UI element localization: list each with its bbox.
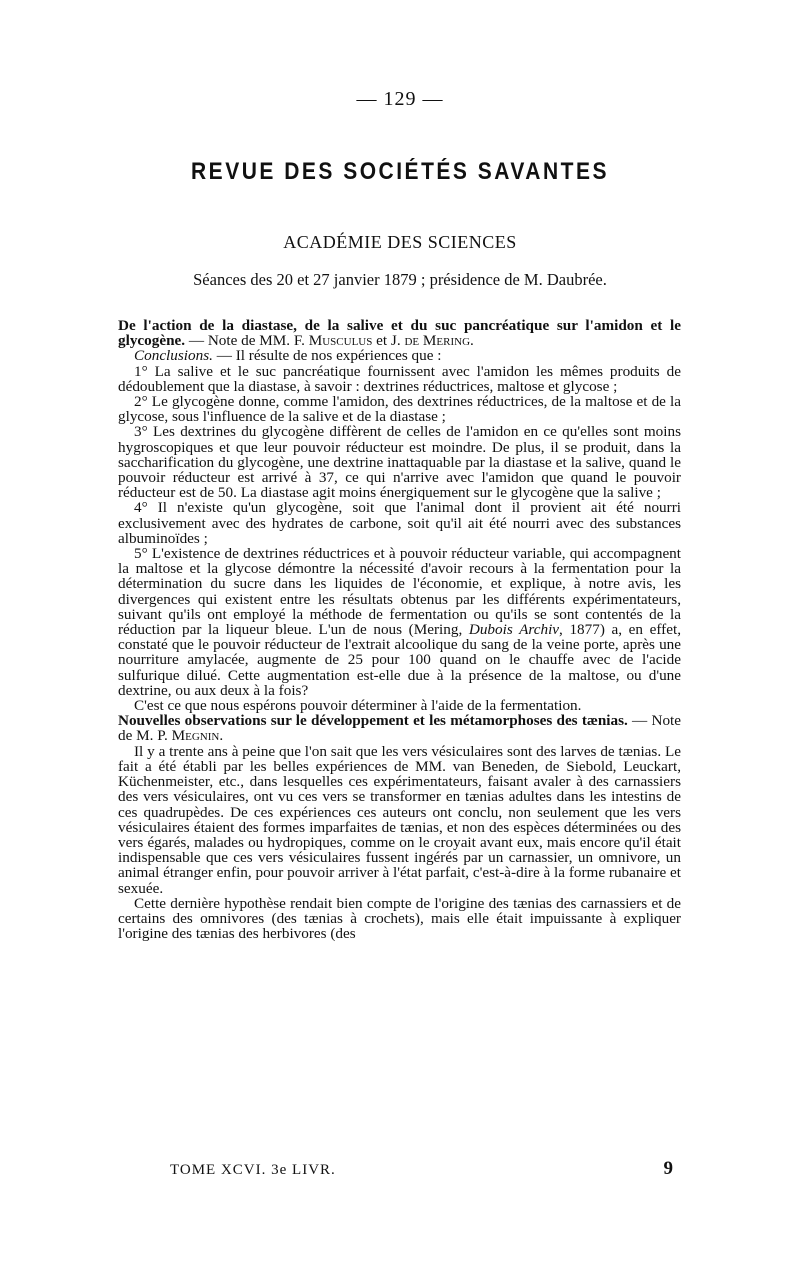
article-2-title: Nouvelles observations sur le développement et les métamorphoses des tænias. <box>118 712 628 730</box>
author-name: Musculus <box>308 332 373 350</box>
printer-signature: TOME XCVI. 3e LIVR. <box>170 1162 336 1178</box>
paragraph: Cette dernière hypothèse rendait bien compte de l'origine des tænias des carnassiers et de certains des omnivores (des tænias à crochets), mais elle était impuissante à expliquer l'origine des tænias des herbivores (des <box>118 894 681 943</box>
sheet-number: 9 <box>663 1158 673 1179</box>
section-heading: ACADÉMIE DES SCIENCES <box>283 232 517 252</box>
running-title: REVUE DES SOCIÉTÉS SAVANTES <box>191 158 609 185</box>
citation: Dubois Archiv <box>468 621 560 639</box>
page-number: — 129 — <box>356 88 444 110</box>
author-name: Mering <box>419 332 471 350</box>
conclusions-intro: Conclusions. — Il résulte de nos expériences que : <box>134 347 442 365</box>
article-body <box>118 318 681 941</box>
list-item: 3° Les dextrines du glycogène diffèrent de celles de l'amidon en ce qu'elles sont moins hygroscopiques et que leur pouvoir réducteur est moindre. De plus, il se produit, dans la saccharification du glycogène, une dextrine inattaquable par la diastase et la salive, quand le pouvoir réducteur est arrivé à 37, ce qui n'arrive avec l'amidon que quand le pouvoir réducteur est de 50. La diastase agit moins énergiquement sur le glycogène que la salive ; <box>118 423 681 502</box>
session-subheading: Séances des 20 et 27 janvier 1879 ; présidence de M. Daubrée. <box>193 270 607 289</box>
list-item: 2° Le glycogène donne, comme l'amidon, des dextrines réductrices, de la maltose et de la glycose, sous l'influence de la salive et de la diastase ; <box>118 393 681 426</box>
list-item: 1° La salive et le suc pancréatique fournissent avec l'amidon les mêmes produits de dédoublement que la diastase, à savoir : dextrines réductrices, maltose et glycose ; <box>118 362 681 395</box>
article-1-heading: De l'action de la diastase, de la salive et du suc pancréatique sur l'amidon et le glycogène. — Note de MM. F. Musculus et J. de Mering. <box>118 317 681 350</box>
page-footer <box>118 1158 681 1180</box>
paragraph: Il y a trente ans à peine que l'on sait que les vers vésiculaires sont des larves de tænias. Le fait a été établi par les belles expériences de MM. van Beneden, de Siebold, Leuckart, Küchenmeister, etc., dans lesquelles ces expérimentateurs, faisant avaler à des carnassiers des vers vésiculaires, ont vu ces vers se transformer en tænias adultes dans les intestins de ces quadrupèdes. De ces expériences ces auteurs ont conclu, non seulement que les vers vésiculaires étaient des formes imparfaites de tænias, et non des espèces déterminées ou des vers égarés, malades ou hydropiques, comme on le croyait avant eux, mais encore qu'il était indispensable que ces vers vésiculaires fussent ingérés par un carnassier, un omnivore, un animal étranger enfin, pour pouvoir arriver à l'état parfait, c'est-à-dire à la forme rubanaire et sexuée. <box>118 742 681 897</box>
closing-paragraph: C'est ce que nous espérons pouvoir déterminer à l'aide de la fermentation. <box>134 697 582 715</box>
article-2-heading: Nouvelles observations sur le développement et les métamorphoses des tænias. — Note de M. P. Megnin. <box>118 712 681 745</box>
author-name: Megnin <box>171 727 220 745</box>
article-1-title: De l'action de la diastase, de la salive et du suc pancréatique sur l'amidon et le glycogène. <box>118 317 681 350</box>
list-item: 5° L'existence de dextrines réductrices et à pouvoir réducteur variable, qui accompagnent la maltose et la glycose démontre la nécessité d'avoir recours à la fermentation pour la détermination du sucre dans les liquides de l'économie, et explique, à notre avis, les divergences qui existent entre les résultats obtenus par les différents expérimentateurs, suivant qu'ils ont employé la méthode de fermentation ou qu'ils se sont contentés de la réduction par la liqueur bleue. L'un de nous (Mering, Dubois Archiv, 1877) a, en effet, constaté que le pouvoir réducteur de l'extrait alcoolique du sang de la veine porte, après une nourriture amylacée, augmente de 25 pour 100 quand on le chauffe avec de l'acide sulfurique dilué. Cette augmentation est-elle due à la présence de la maltose, ou d'une dextrine, ou aux deux à la fois? <box>118 545 681 699</box>
list-item: 4° Il n'existe qu'un glycogène, soit que l'animal dont il provient ait été nourri exclusivement avec des hydrates de carbone, soit qu'il ait été nourri avec des substances albuminoïdes ; <box>118 499 681 547</box>
